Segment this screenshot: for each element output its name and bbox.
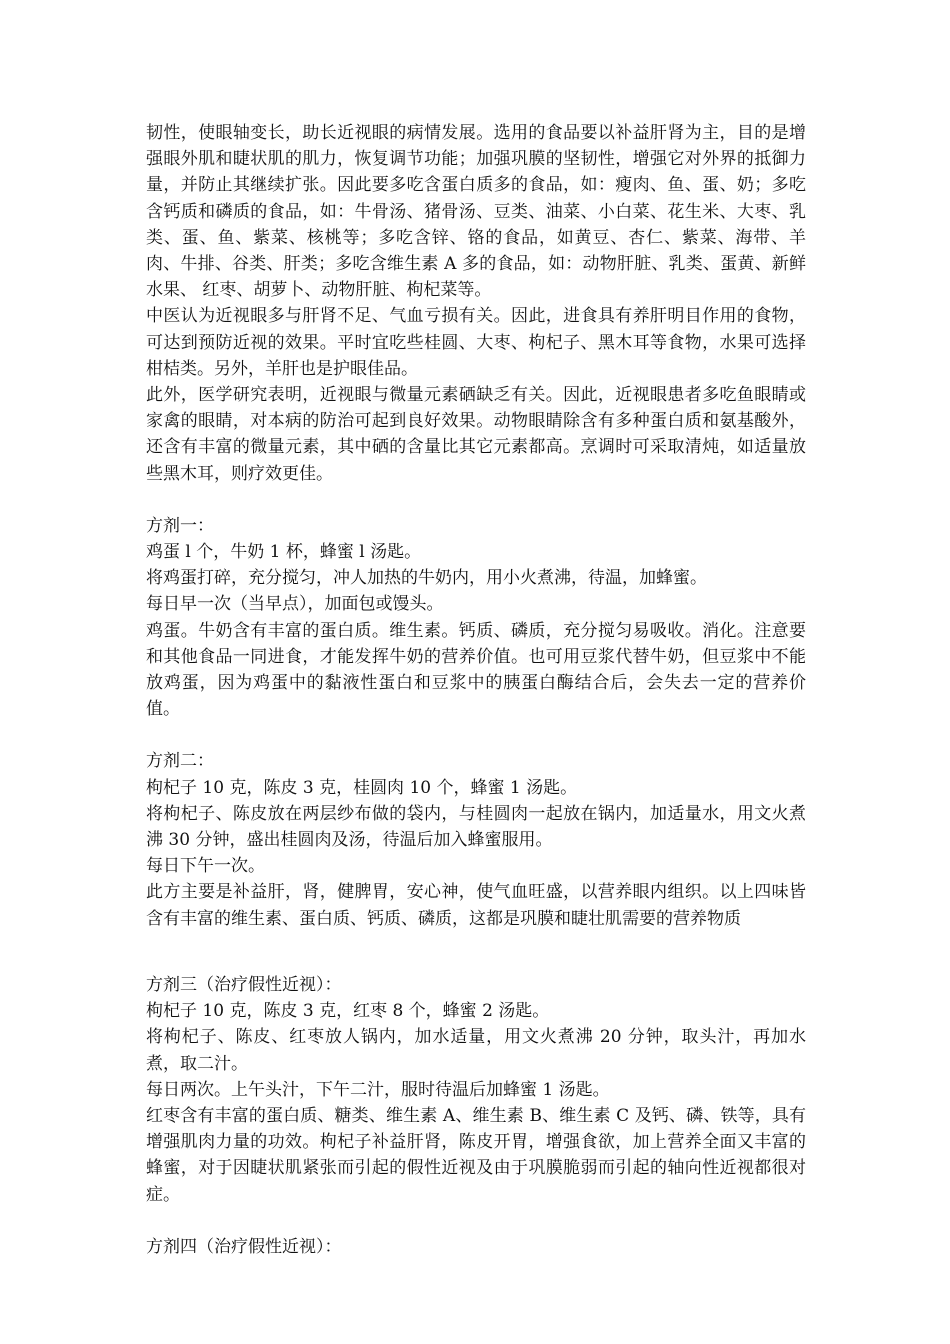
recipe-3-title: 方剂三（治疗假性近视）： [146, 974, 342, 995]
recipe-2-usage: 每日下午一次。 [146, 856, 265, 877]
intro-paragraph-2: 中医认为近视眼多与肝肾不足、气血亏损有关。因此，进食具有养肝明目作用的食物，可达到预防近视的效果。平时宜吃些桂圆、大枣、枸杞子、黑木耳等食物，水果可选择柑桔类。另外，羊肝也是护眼佳品。 [146, 306, 806, 379]
recipe-4-section [146, 1234, 806, 1260]
recipe-2-title: 方剂二： [146, 751, 214, 772]
recipe-3-note: 红枣含有丰富的蛋白质、糖类、维生素 A、维生素 B、维生素 C 及钙、磷、铁等，具有增强肌肉力量的功效。枸杞子补益肝肾，陈皮开胃，增强食欲，加上营养全面又丰富的蜂蜜，对于因睫状肌紧张而引起的假性近视及由于巩膜脆弱而引起的轴向性近视都很对症。 [146, 1105, 806, 1205]
document-page [146, 120, 806, 1260]
recipe-3-method: 将枸杞子、陈皮、红枣放人锅内，加水适量，用文火煮沸 20 分钟，取头汁，再加水煮，取二汁。 [146, 1027, 806, 1074]
recipe-1-note: 鸡蛋。牛奶含有丰富的蛋白质。维生素。钙质、磷质，充分搅匀易吸收。消化。注意要和其他食品一同进食，才能发挥牛奶的营养价值。也可用豆浆代替牛奶，但豆浆中不能放鸡蛋，因为鸡蛋中的黏液性蛋白和豆浆中的胰蛋白酶结合后，会失去一定的营养价值。 [146, 620, 806, 720]
recipe-1-section [146, 513, 806, 723]
recipe-3-section [146, 972, 806, 1208]
recipe-3-ingredients: 枸杞子 10 克，陈皮 3 克，红枣 8 个，蜂蜜 2 汤匙。 [146, 1001, 550, 1022]
recipe-1-title: 方剂一： [146, 515, 214, 536]
recipe-2-note: 此方主要是补益肝，肾，健脾胃，安心神，使气血旺盛，以营养眼内组织。以上四味皆含有丰富的维生素、蛋白质、钙质、磷质，这都是巩膜和睫壮肌需要的营养物质 [146, 882, 806, 929]
recipe-3-usage: 每日两次。上午头汁，下午二汁，服时待温后加蜂蜜 1 汤匙。 [146, 1079, 610, 1100]
recipe-2-ingredients: 枸杞子 10 克，陈皮 3 克，桂圆肉 10 个，蜂蜜 1 汤匙。 [146, 777, 578, 798]
recipe-2-section [146, 748, 806, 931]
recipe-1-method: 将鸡蛋打碎，充分搅匀，冲人加热的牛奶内，用小火煮沸，待温，加蜂蜜。 [146, 568, 707, 589]
recipe-1-usage: 每日早一次（当早点），加面包或馒头。 [146, 594, 444, 615]
intro-paragraph-1: 韧性，使眼轴变长，助长近视眼的病情发展。选用的食品要以补益肝肾为主，目的是增强眼外肌和睫状肌的肌力，恢复调节功能；加强巩膜的坚韧性，增强它对外界的抵御力量，并防止其继续扩张。因此要多吃含蛋白质多的食品，如：瘦肉、鱼、蛋、奶；多吃含钙质和磷质的食品，如：牛骨汤、猪骨汤、豆类、油菜、小白菜、花生米、大枣、乳类、蛋、鱼、紫菜、核桃等；多吃含锌、铬的食品，如黄豆、杏仁、紫菜、海带、羊肉、牛排、谷类、肝类；多吃含维生素 A 多的食品，如：动物肝脏、乳类、蛋黄、新鲜水果、 红枣、胡萝卜、动物肝脏、枸杞菜等。 [146, 123, 806, 301]
intro-paragraph-3: 此外，医学研究表明，近视眼与微量元素硒缺乏有关。因此，近视眼患者多吃鱼眼睛或家禽的眼睛，对本病的防治可起到良好效果。动物眼睛除含有多种蛋白质和氨基酸外，还含有丰富的微量元素，其中硒的含量比其它元素都高。烹调时可采取清炖，如适量放些黑木耳，则疗效更佳。 [146, 385, 806, 484]
recipe-1-ingredients: 鸡蛋 l 个，牛奶 1 杯，蜂蜜 l 汤匙。 [146, 542, 422, 563]
recipe-4-title: 方剂四（治疗假性近视）： [146, 1236, 342, 1257]
recipe-2-method: 将枸杞子、陈皮放在两层纱布做的袋内，与桂圆肉一起放在锅内，加适量水，用文火煮沸 30 分钟，盛出桂圆肉及汤，待温后加入蜂蜜服用。 [146, 803, 806, 851]
